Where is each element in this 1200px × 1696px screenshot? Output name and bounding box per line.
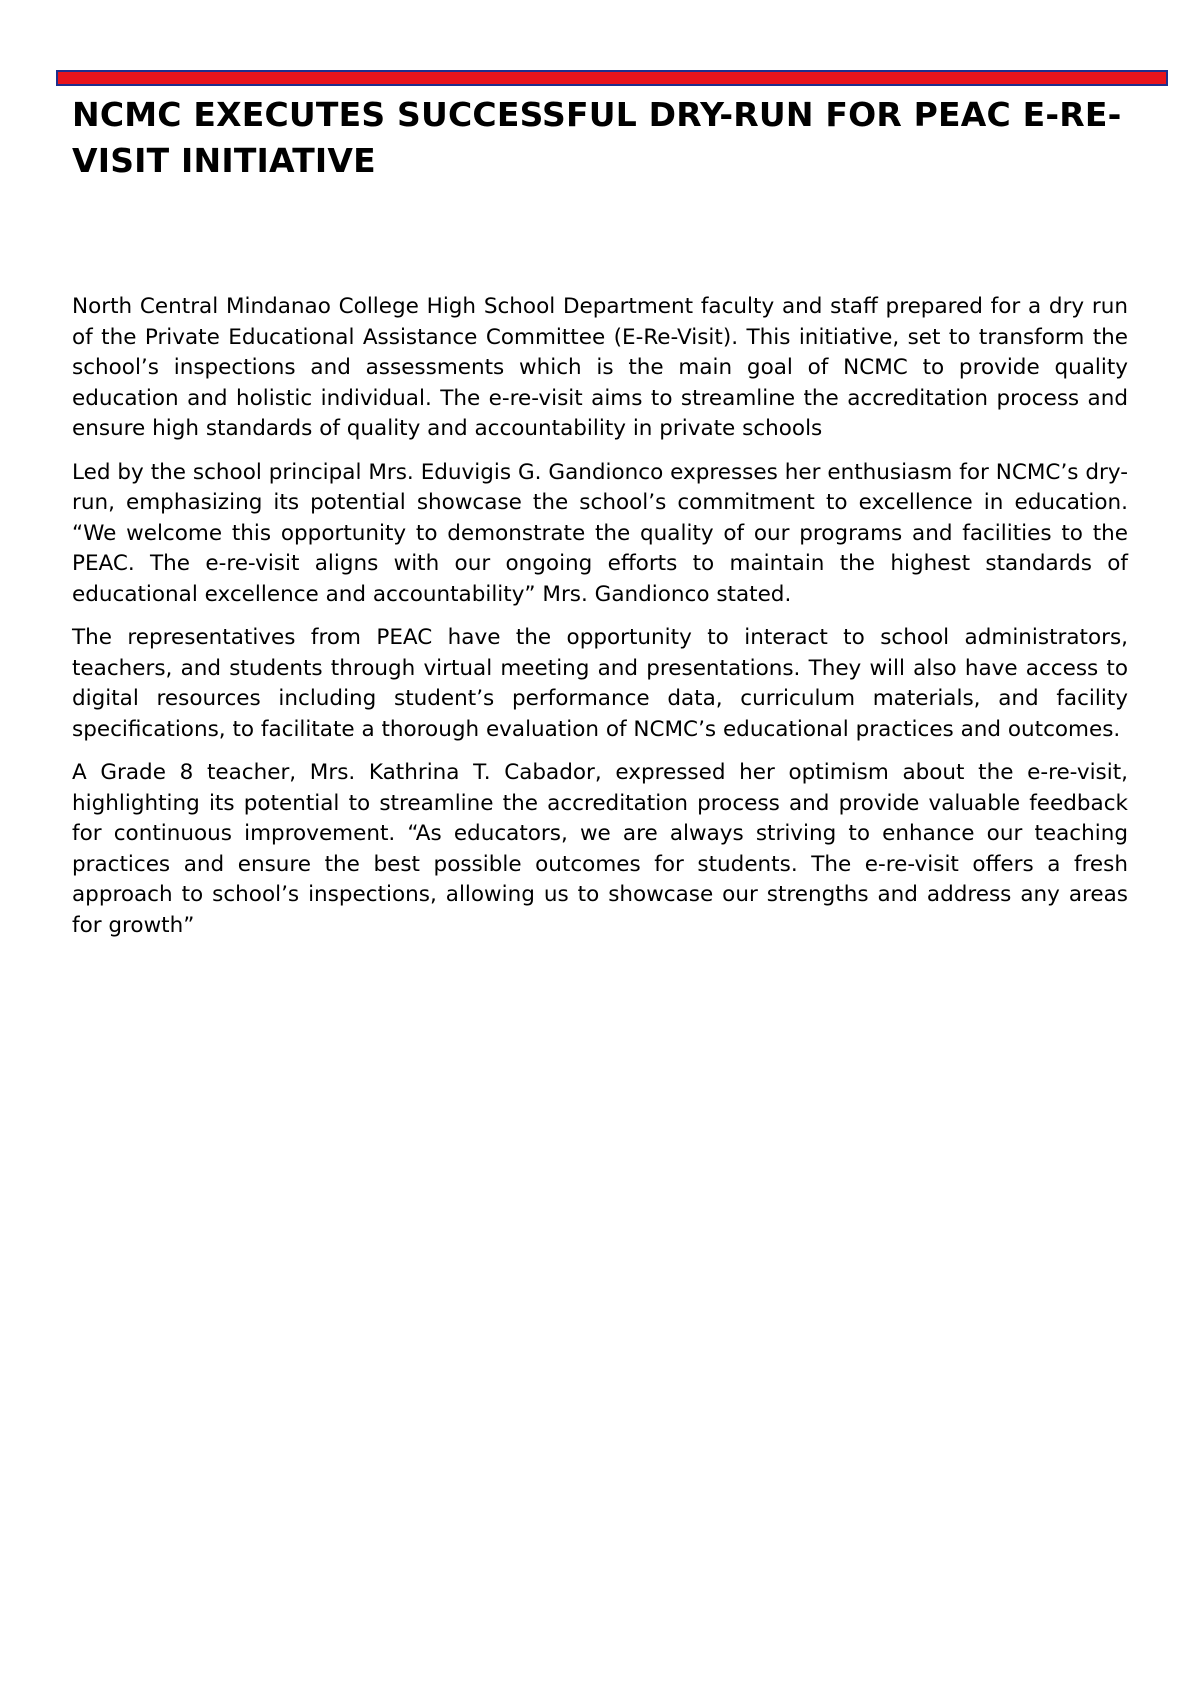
article-paragraph-peac-representatives: The representatives from PEAC have the opportunity to interact to school administrators, teachers, and students through virtual meeting and presentations. They will also have access to digital resources including student’s performance data, curriculum materials, and facility specifications, to facilitate a thorough evaluation of NCMC’s educational practices and outcomes. <box>72 625 1128 742</box>
article-paragraph-intro: North Central Mindanao College High School Department faculty and staff prepared for a dry run of the Private Educational Assistance Committee (E-Re-Visit). This initiative, set to transform the school’s inspections and assessments which is the main goal of NCMC to provide quality education and holistic individual. The e-re-visit aims to streamline the accreditation process and ensure high standards of quality and accountability in private schools <box>72 294 1128 441</box>
article-paragraph-teacher-quote: A Grade 8 teacher, Mrs. Kathrina T. Cabador, expressed her optimism about the e-re-visit, highlighting its potential to streamline the accreditation process and provide valuable feedback for continuous improvement. “As educators, we are always striving to enhance our teaching practices and ensure the best possible outcomes for students. The e-re-visit offers a fresh approach to school’s inspections, allowing us to showcase our strengths and address any areas for growth” <box>72 760 1128 938</box>
article-body <box>72 292 1128 954</box>
article-paragraph-principal-quote: Led by the school principal Mrs. Eduvigis G. Gandionco expresses her enthusiasm for NCMC’s dry-run, emphasizing its potential showcase the school’s commitment to excellence in education. “We welcome this opportunity to demonstrate the quality of our programs and facilities to the PEAC. The e-re-visit aligns with our ongoing efforts to maintain the highest standards of educational excellence and accountability” Mrs. Gandionco stated. <box>72 459 1128 607</box>
article-headline: NCMC EXECUTES SUCCESSFUL DRY-RUN FOR PEAC E-RE-VISIT INITIATIVE <box>72 95 1122 180</box>
header-accent-bar <box>56 70 1168 86</box>
